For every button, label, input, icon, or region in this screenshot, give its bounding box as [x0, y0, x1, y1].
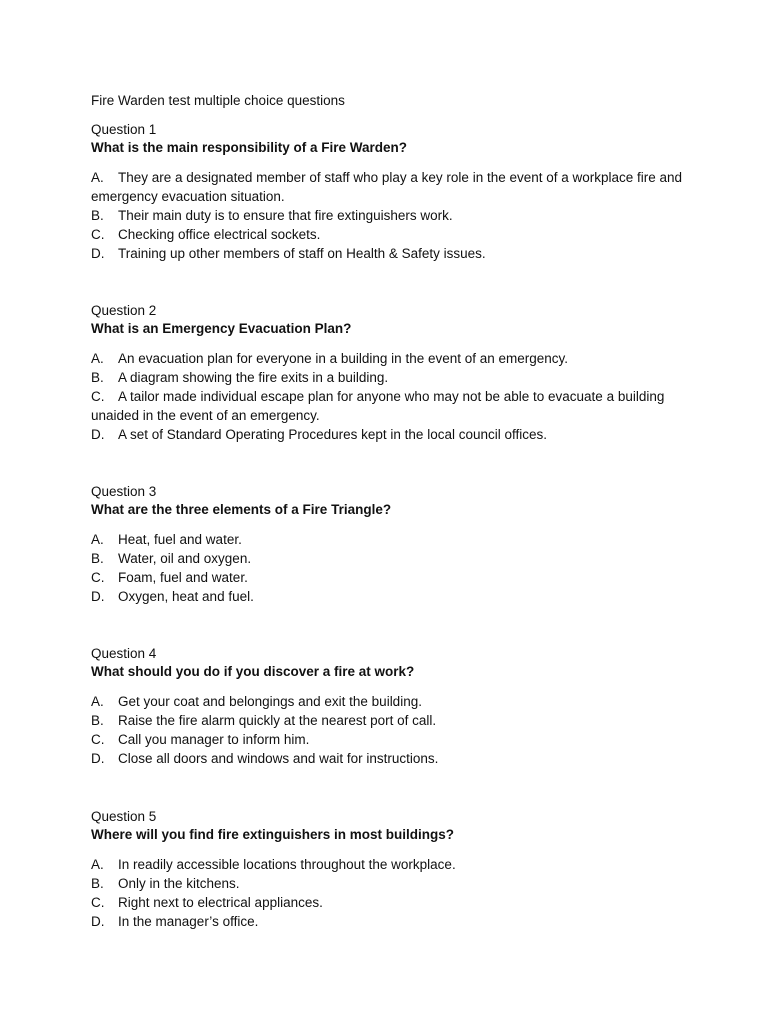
answer-option-d: [91, 244, 691, 263]
question-text: Where will you find fire extinguishers in most buildings?: [91, 827, 455, 842]
answer-option-a: [91, 855, 691, 874]
option-text: Get your coat and belongings and exit the building.: [118, 694, 422, 709]
answer-options: [91, 349, 691, 444]
answer-options: [91, 530, 691, 606]
option-letter: C.: [91, 732, 105, 747]
option-text: Only in the kitchens.: [118, 876, 240, 891]
option-letter: D.: [91, 914, 105, 929]
option-text: Heat, fuel and water.: [118, 532, 242, 547]
answer-option-b: [91, 368, 691, 387]
question-label: Question 5: [91, 809, 157, 824]
option-text: A tailor made individual escape plan for anyone who may not be able to evacuate a building unaided in the event of an emergency.: [91, 389, 665, 423]
answer-option-a: [91, 168, 691, 206]
option-letter: D.: [91, 589, 105, 604]
answer-option-b: [91, 549, 691, 568]
option-letter: A.: [91, 694, 104, 709]
option-letter: C.: [91, 570, 105, 585]
answer-option-a: [91, 692, 691, 711]
answer-option-d: [91, 425, 691, 444]
answer-option-d: [91, 912, 691, 931]
option-letter: C.: [91, 227, 105, 242]
answer-option-a: [91, 530, 691, 549]
answer-option-b: [91, 874, 691, 893]
option-letter: B.: [91, 713, 104, 728]
answer-option-c: [91, 730, 691, 749]
answer-options: [91, 168, 691, 263]
option-text: Checking office electrical sockets.: [118, 227, 321, 242]
option-letter: C.: [91, 389, 105, 404]
question-text: What are the three elements of a Fire Triangle?: [91, 502, 392, 517]
option-letter: A.: [91, 857, 104, 872]
option-text: Water, oil and oxygen.: [118, 551, 252, 566]
option-text: Raise the fire alarm quickly at the nearest port of call.: [118, 713, 437, 728]
answer-options: [91, 855, 691, 931]
option-text: Right next to electrical appliances.: [118, 895, 323, 910]
question-4: [91, 645, 691, 768]
answer-option-b: [91, 711, 691, 730]
option-letter: B.: [91, 208, 104, 223]
question-5: [91, 808, 691, 931]
question-text: What is the main responsibility of a Fire Warden?: [91, 140, 408, 155]
question-label: Question 3: [91, 484, 157, 499]
answer-option-c: [91, 225, 691, 244]
answer-option-b: [91, 206, 691, 225]
answer-options: [91, 692, 691, 768]
option-text: A diagram showing the fire exits in a building.: [118, 370, 389, 385]
option-letter: D.: [91, 246, 105, 261]
question-text: What should you do if you discover a fire at work?: [91, 664, 415, 679]
question-label: Question 4: [91, 646, 157, 661]
option-letter: A.: [91, 532, 104, 547]
document-title: Fire Warden test multiple choice questions: [91, 93, 345, 108]
answer-option-d: [91, 749, 691, 768]
option-letter: A.: [91, 351, 104, 366]
question-label: Question 2: [91, 303, 157, 318]
option-text: They are a designated member of staff who play a key role in the event of a workplace fire and emergency evacuation situation.: [91, 170, 683, 204]
answer-option-c: [91, 387, 691, 425]
option-letter: D.: [91, 751, 105, 766]
answer-option-d: [91, 587, 691, 606]
option-letter: D.: [91, 427, 105, 442]
option-letter: B.: [91, 876, 104, 891]
question-2: [91, 302, 691, 444]
option-text: In readily accessible locations throughout the workplace.: [118, 857, 456, 872]
option-text: Call you manager to inform him.: [118, 732, 310, 747]
question-3: [91, 483, 691, 606]
option-text: A set of Standard Operating Procedures kept in the local council offices.: [118, 427, 548, 442]
option-letter: B.: [91, 370, 104, 385]
answer-option-c: [91, 568, 691, 587]
option-letter: C.: [91, 895, 105, 910]
option-text: Foam, fuel and water.: [118, 570, 248, 585]
option-text: An evacuation plan for everyone in a building in the event of an emergency.: [118, 351, 569, 366]
option-letter: A.: [91, 170, 104, 185]
answer-option-a: [91, 349, 691, 368]
question-label: Question 1: [91, 122, 157, 137]
question-text: What is an Emergency Evacuation Plan?: [91, 321, 352, 336]
option-text: Close all doors and windows and wait for instructions.: [118, 751, 439, 766]
option-text: In the manager’s office.: [118, 914, 259, 929]
option-letter: B.: [91, 551, 104, 566]
question-1: [91, 121, 691, 263]
answer-option-c: [91, 893, 691, 912]
option-text: Their main duty is to ensure that fire extinguishers work.: [118, 208, 453, 223]
option-text: Oxygen, heat and fuel.: [118, 589, 254, 604]
option-text: Training up other members of staff on Health & Safety issues.: [118, 246, 486, 261]
